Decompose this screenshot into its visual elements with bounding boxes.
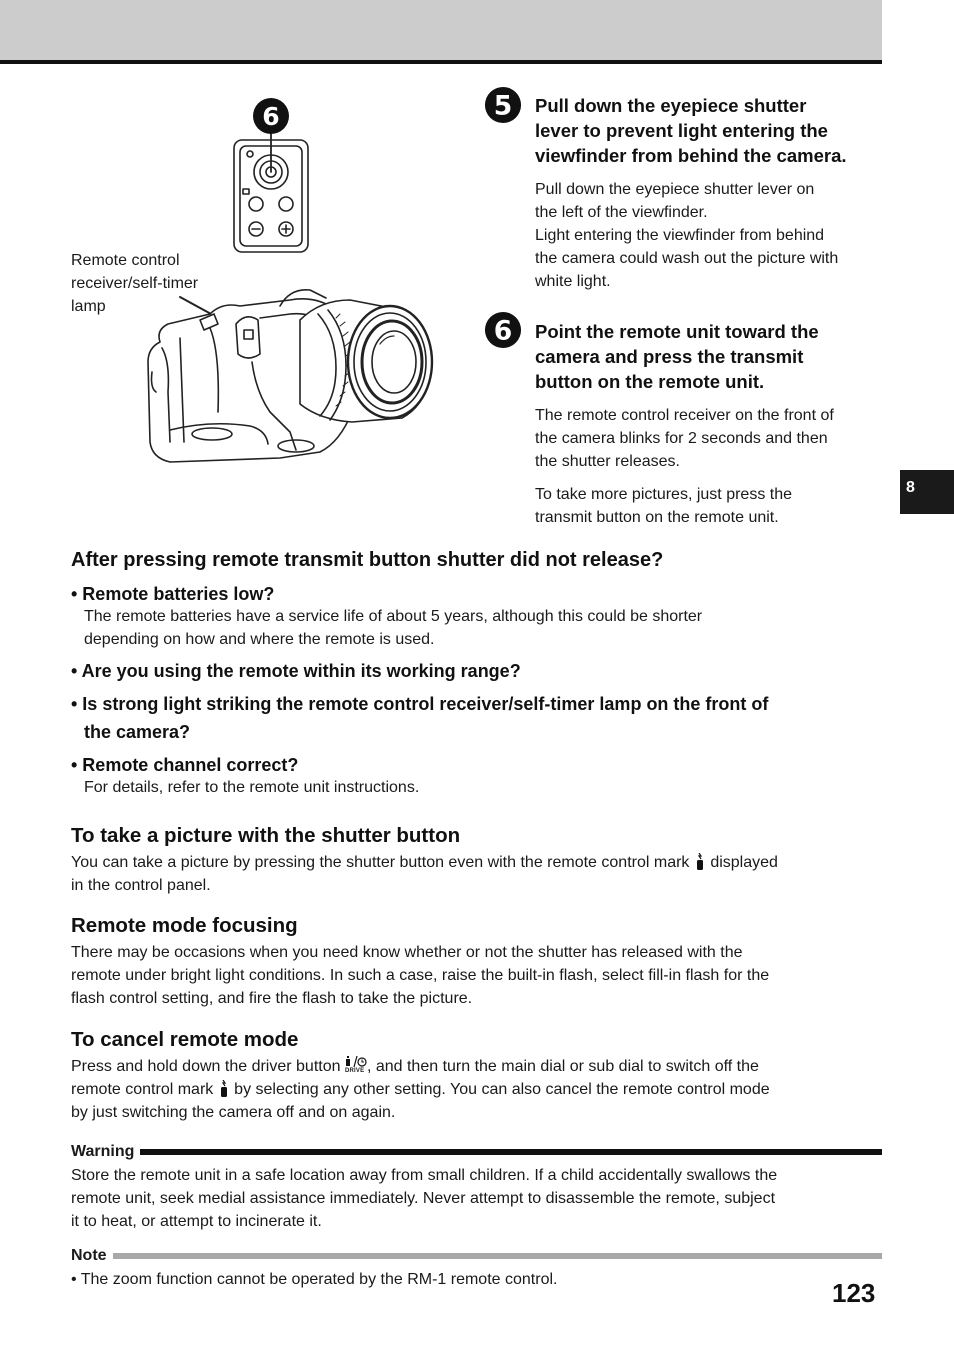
step-title-line: Point the remote unit toward the: [535, 321, 819, 342]
bullet-detail: [71, 605, 891, 651]
shutter-body: [71, 851, 901, 897]
cancel-heading: To cancel remote mode: [71, 1028, 299, 1051]
bullet-title: • Is strong light striking the remote control receiver/self-timer lamp on the front of: [71, 694, 769, 714]
body-text: by selecting any other setting. You can also cancel the remote control mode: [234, 1081, 770, 1098]
header-band: [0, 0, 882, 60]
drive-button-icon: [345, 1055, 367, 1075]
note-label: Note: [71, 1247, 107, 1264]
body-line: in the control panel.: [71, 877, 211, 894]
page-number: 123: [832, 1278, 876, 1308]
note-body: • The zoom function cannot be operated by the RM-1 remote control.: [71, 1271, 558, 1288]
body-line: Light entering the viewfinder from behind: [535, 227, 825, 244]
body-line: transmit button on the remote unit.: [535, 509, 779, 526]
body-text: remote control mark: [71, 1081, 214, 1098]
step-title-line: camera and press the transmit: [535, 346, 804, 367]
focusing-body: [71, 941, 901, 1010]
callout-line: Remote control: [71, 252, 180, 269]
note-rule: [113, 1253, 882, 1259]
shutter-heading: To take a picture with the shutter button: [71, 824, 461, 847]
remote-control-mark-icon: [696, 853, 704, 870]
step-5-title: [535, 93, 895, 168]
bullet-title: • Remote batteries low?: [71, 584, 275, 604]
body-text: , and then turn the main dial or sub dial to switch off the: [366, 1058, 759, 1075]
body-line: white light.: [535, 273, 611, 290]
step-title-line: lever to prevent light entering the: [535, 120, 828, 141]
step-paragraph: [535, 178, 895, 293]
body-line: flash control setting, and fire the flash to take the picture.: [71, 990, 473, 1007]
step-title-line: Pull down the eyepiece shutter: [535, 95, 807, 116]
bullet-title-cont: the camera?: [84, 722, 191, 742]
body-line: [71, 1078, 901, 1101]
body-line: remote under bright light conditions. In such a case, raise the built-in flash, select fill-in flash for the: [71, 967, 770, 984]
step-6-title: [535, 319, 895, 394]
body-line: There may be occasions when you need know whether or not the shutter has released with the: [71, 944, 743, 961]
warning-label-row: [71, 1142, 882, 1162]
body-line: the shutter releases.: [535, 453, 680, 470]
header-rule: [0, 60, 882, 64]
step-title-line: viewfinder from behind the camera.: [535, 145, 847, 166]
callout-line: lamp: [71, 298, 106, 315]
note-label-row: [71, 1246, 882, 1266]
body-line: To take more pictures, just press the: [535, 486, 792, 503]
step-paragraph: [535, 404, 895, 473]
body-line: it to heat, or attempt to incinerate it.: [71, 1213, 322, 1230]
detail-line: depending on how and where the remote is used.: [84, 631, 435, 648]
step-5-body: [535, 178, 895, 303]
bullet-title: • Remote channel correct?: [71, 755, 299, 775]
callout-number: 6: [262, 102, 280, 131]
step-number: 5: [493, 90, 513, 122]
chapter-tab: 8: [900, 470, 954, 514]
body-line: [71, 1055, 901, 1078]
body-line: remote unit, seek medial assistance immediately. Never attempt to disassemble the remote, subject: [71, 1190, 776, 1207]
warning-label: Warning: [71, 1143, 135, 1160]
body-text: Press and hold down the driver button: [71, 1058, 341, 1075]
body-line: the camera could wash out the picture with: [535, 250, 839, 267]
callout-line: receiver/self-timer: [71, 275, 199, 292]
remote-control-mark-icon: [220, 1080, 228, 1097]
body-line: by just switching the camera off and on again.: [71, 1104, 396, 1121]
step-number: 6: [493, 315, 513, 347]
body-text: You can take a picture by pressing the shutter button even with the remote control mark: [71, 854, 690, 871]
step-title-line: button on the remote unit.: [535, 371, 765, 392]
body-line: The remote control receiver on the front of: [535, 407, 834, 424]
bullet-title: • Are you using the remote within its working range?: [71, 661, 521, 681]
step-6-body: [535, 404, 895, 539]
body-line: the camera blinks for 2 seconds and then: [535, 430, 828, 447]
lamp-callout: [71, 249, 198, 318]
detail-line: The remote batteries have a service life of about 5 years, although this could be shorter: [84, 608, 703, 625]
step-6-badge-icon: [484, 311, 522, 349]
troubleshoot-heading: After pressing remote transmit button shutter did not release?: [71, 549, 664, 571]
body-text: displayed: [710, 854, 778, 871]
focusing-heading: Remote mode focusing: [71, 914, 298, 937]
troubleshoot-list: [71, 580, 891, 799]
detail-line: For details, refer to the remote unit instructions.: [84, 779, 420, 796]
body-line: Pull down the eyepiece shutter lever on: [535, 181, 815, 198]
drive-label: DRIVE: [344, 1068, 365, 1074]
cancel-body: [71, 1055, 901, 1124]
bullet-detail: [71, 776, 891, 799]
body-line: Store the remote unit in a safe location away from small children. If a child accidentally swallows the: [71, 1167, 778, 1184]
body-line: the left of the viewfinder.: [535, 204, 708, 221]
warning-rule: [140, 1149, 882, 1155]
step-5-badge-icon: [484, 86, 522, 124]
body-line: [71, 851, 901, 874]
warning-body: [71, 1164, 901, 1233]
step-paragraph: [535, 483, 895, 529]
